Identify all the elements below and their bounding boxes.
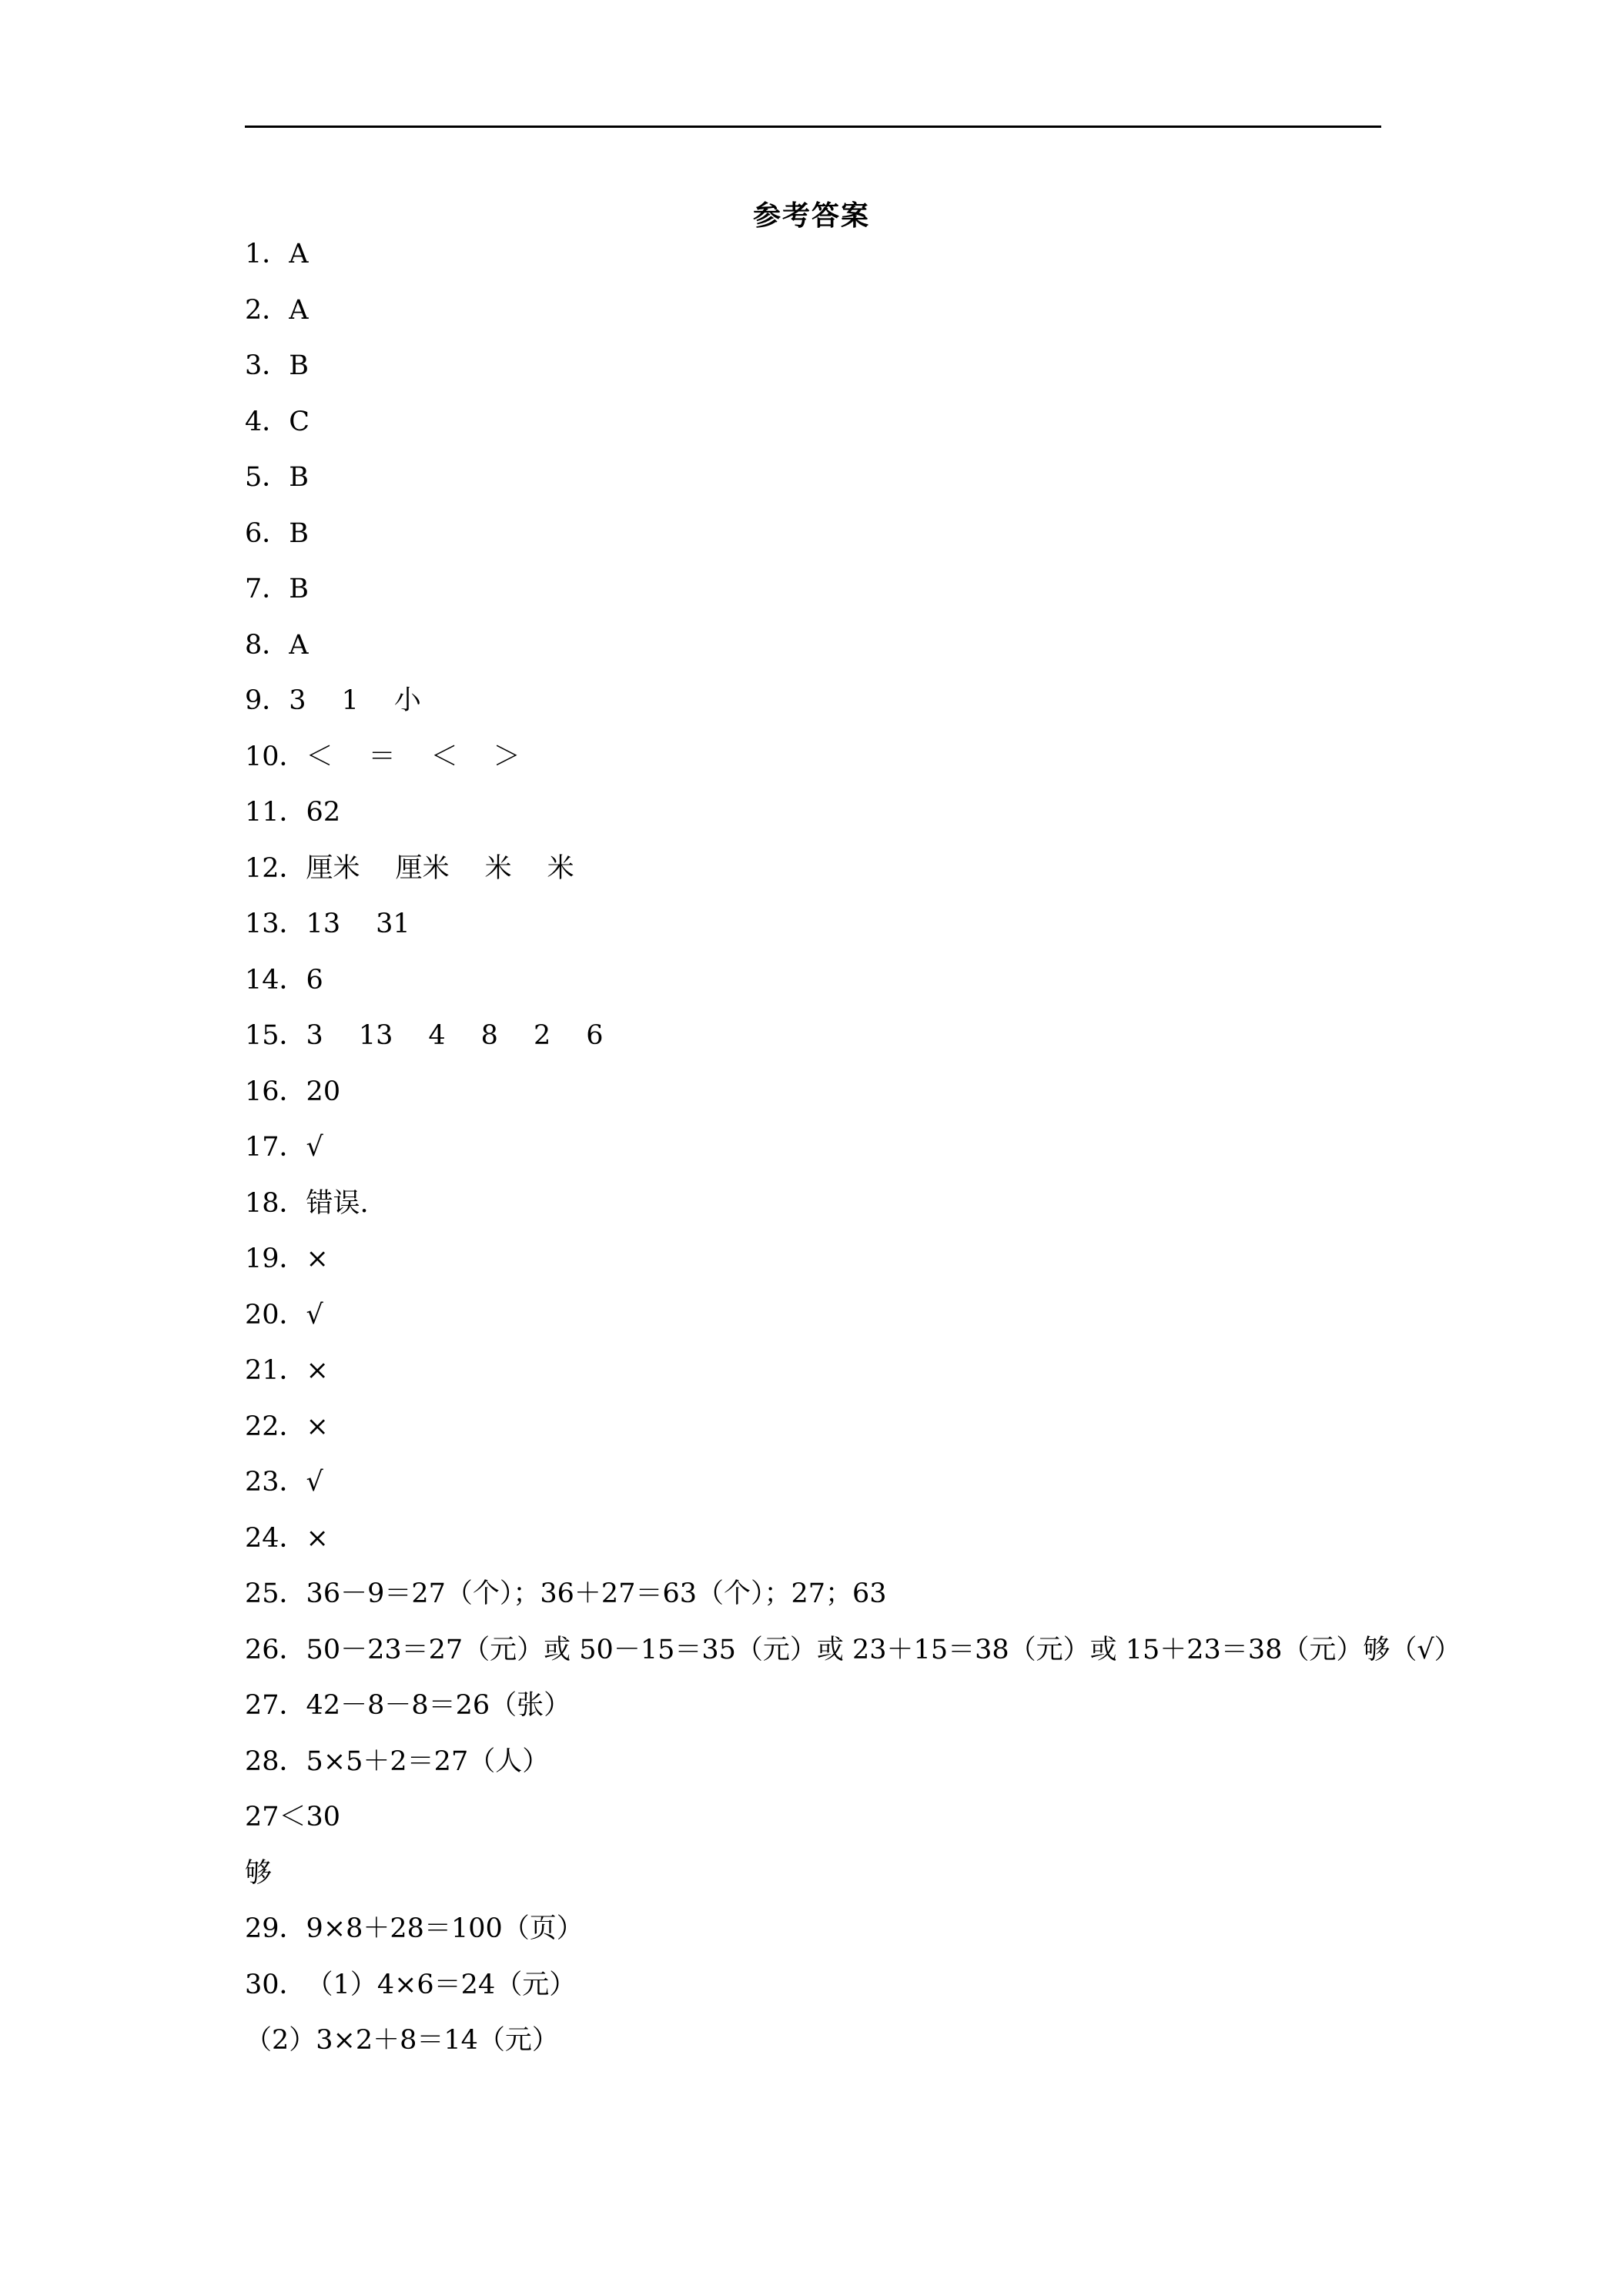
answer-number: 24． — [245, 1522, 306, 1554]
answer-number: 3． — [245, 350, 289, 381]
answer-value: 米 — [484, 852, 512, 884]
answer-line — [245, 1684, 1400, 1740]
answer-line — [245, 1126, 1400, 1182]
answer-line — [245, 1182, 1400, 1238]
answer-line — [245, 959, 1400, 1015]
answer-value: 9×8＋28＝100（页） — [306, 1913, 584, 1944]
answer-value: 50－23＝27（元）或 50－15＝35（元）或 23＋15＝38（元）或 15＋23＝38（元）够（√） — [306, 1634, 1461, 1665]
answer-line — [245, 1294, 1400, 1350]
answer-line — [245, 1349, 1400, 1405]
answer-line — [245, 1852, 1400, 1908]
answer-value: 13 — [358, 1020, 393, 1051]
answer-value: × — [306, 1355, 329, 1386]
answer-value: 31 — [376, 909, 410, 939]
answer-value: 8 — [480, 1020, 498, 1051]
answer-line — [245, 2019, 1400, 2075]
answer-value: （2）3×2＋8＝14（元） — [245, 2025, 559, 2056]
answer-number: 9． — [245, 685, 289, 716]
answer-line — [245, 1572, 1400, 1628]
answer-value: 错误. — [306, 1187, 369, 1219]
answer-number: 11． — [245, 797, 306, 828]
answer-number: 21． — [245, 1355, 306, 1386]
answer-number: 20． — [245, 1299, 306, 1330]
answer-value: 够 — [245, 1857, 273, 1889]
answer-value: （1）4×6＝24（元） — [306, 1969, 577, 2000]
answer-number: 7． — [245, 574, 289, 604]
answer-value: B — [289, 574, 310, 604]
answer-value: √ — [306, 1132, 323, 1163]
answer-value: 27＜30 — [245, 1802, 341, 1832]
answer-value: B — [289, 350, 310, 381]
answer-value: A — [289, 629, 309, 661]
answer-number: 22． — [245, 1411, 306, 1442]
answer-number: 27． — [245, 1690, 306, 1721]
answer-line — [245, 567, 1400, 624]
answer-value: ＜ — [430, 741, 458, 772]
answer-value: 1 — [341, 685, 359, 716]
answer-line — [245, 233, 1400, 289]
answer-line — [245, 1517, 1400, 1573]
answer-list — [245, 233, 1461, 2075]
answer-value: B — [289, 517, 310, 549]
answer-value: C — [289, 406, 310, 437]
answer-line — [245, 1963, 1400, 2020]
answer-value: 3 — [289, 685, 306, 716]
answer-value: 3 — [306, 1020, 323, 1051]
answer-line — [245, 847, 1400, 903]
answer-value: 36－9＝27（个）；36＋27＝63（个）；27；63 — [306, 1578, 887, 1609]
answer-number: 4． — [245, 406, 289, 437]
answer-line — [245, 456, 1400, 512]
answer-number: 23． — [245, 1467, 306, 1498]
answer-number: 25． — [245, 1578, 306, 1609]
answer-number: 30． — [245, 1969, 306, 2000]
answer-value: × — [306, 1411, 329, 1442]
answer-line — [245, 1405, 1400, 1461]
answer-line — [245, 1237, 1400, 1294]
answer-value: 13 — [306, 909, 341, 939]
answer-number: 2． — [245, 294, 289, 326]
answer-value: 5×5＋2＝27（人） — [306, 1745, 550, 1777]
answer-value: 6 — [586, 1020, 604, 1051]
answer-number: 8． — [245, 629, 289, 661]
answer-number: 26． — [245, 1634, 306, 1665]
answer-value: × — [306, 1522, 329, 1554]
answer-value: 小 — [393, 685, 421, 716]
answer-number: 16． — [245, 1076, 306, 1107]
answer-line — [245, 1907, 1400, 1963]
answer-number: 19． — [245, 1243, 306, 1274]
answer-line — [245, 735, 1400, 792]
answer-value: 6 — [306, 964, 323, 996]
answer-value: 42－8－8＝26（张） — [306, 1690, 571, 1721]
answer-line — [245, 1740, 1400, 1796]
answer-value: 62 — [306, 797, 341, 828]
answer-number: 15． — [245, 1020, 306, 1051]
answer-value: 20 — [306, 1076, 341, 1107]
answer-value: A — [289, 294, 309, 326]
answer-line — [245, 791, 1400, 847]
answer-number: 14． — [245, 964, 306, 996]
answer-value: 厘米 — [395, 852, 450, 884]
answer-value: A — [289, 239, 309, 269]
answer-line — [245, 679, 1400, 735]
answer-line — [245, 400, 1400, 457]
answer-value: ＜ — [306, 741, 333, 772]
answer-line — [245, 1014, 1400, 1070]
answer-value: 米 — [547, 852, 574, 884]
answer-value: √ — [306, 1467, 323, 1498]
answer-line — [245, 289, 1400, 345]
answer-value: 厘米 — [306, 852, 360, 884]
answer-line — [245, 1070, 1400, 1126]
answer-value: 4 — [428, 1020, 446, 1051]
answer-value: ＞ — [493, 741, 520, 772]
answer-number: 6． — [245, 517, 289, 549]
header-rule — [245, 126, 1381, 128]
answer-number: 17． — [245, 1132, 306, 1163]
answer-line — [245, 902, 1400, 959]
answer-line — [245, 1796, 1400, 1852]
answer-value: 2 — [533, 1020, 551, 1051]
answer-number: 12． — [245, 852, 306, 884]
answer-line — [245, 1461, 1400, 1517]
answer-line — [245, 624, 1400, 680]
answer-number: 28． — [245, 1745, 306, 1777]
answer-line — [245, 1628, 1461, 1685]
answer-line — [245, 344, 1400, 400]
answer-number: 18． — [245, 1187, 306, 1219]
answer-line — [245, 512, 1400, 568]
answer-number: 13． — [245, 909, 306, 939]
answer-number: 1． — [245, 239, 289, 269]
answer-value: B — [289, 462, 310, 493]
page-title: 参考答案 — [752, 199, 870, 232]
answer-value: ＝ — [368, 741, 396, 772]
answer-value: √ — [306, 1299, 323, 1330]
answer-number: 5． — [245, 462, 289, 493]
answer-value: × — [306, 1243, 329, 1274]
answer-number: 29． — [245, 1913, 306, 1944]
answer-number: 10． — [245, 741, 306, 772]
